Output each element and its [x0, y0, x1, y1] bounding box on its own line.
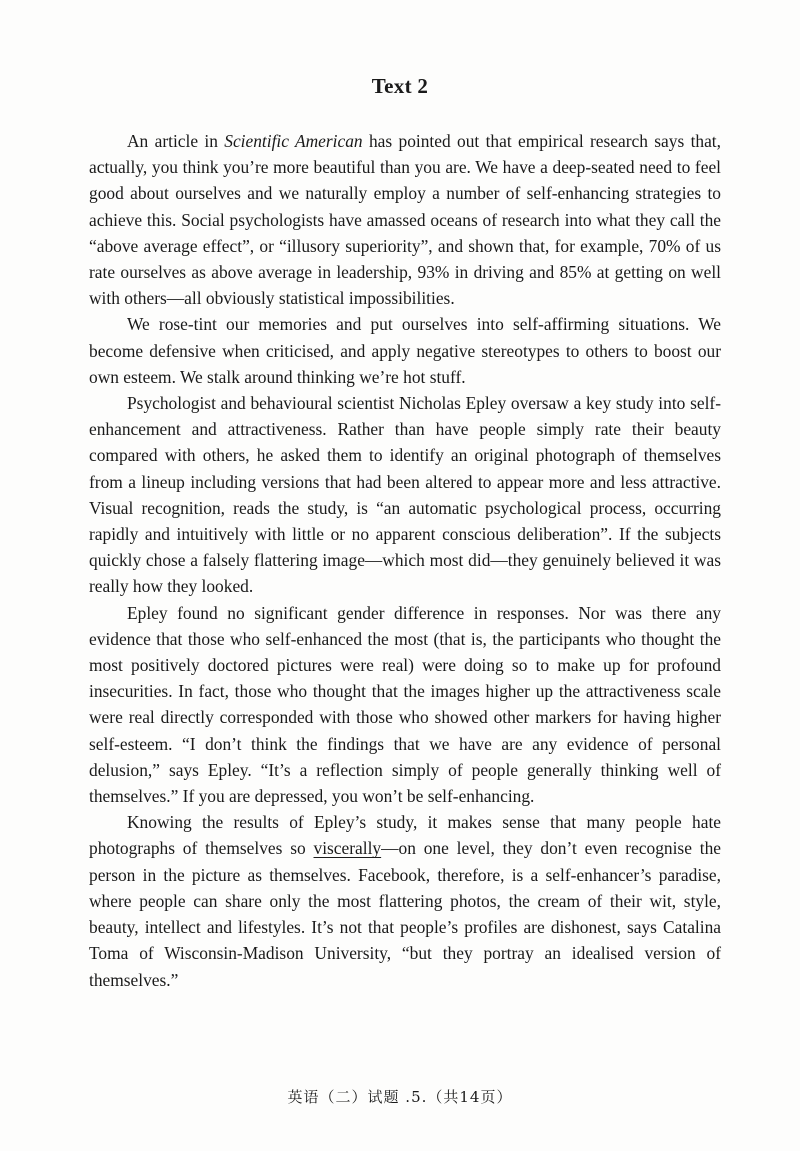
- paragraph-1-rest: has pointed out that empirical research says that, actually, you think you’re more beautiful than you are. We have a deep-seated need to feel good about ourselves and we naturally employ a number of self-enhancing strategies to achieve this. Social psychologists have amassed oceans of research into what they call the “above average effect”, or “illusory superiority”, and shown that, for example, 70% of us rate ourselves as above average in leadership, 93% in driving and 85% at getting on well with others—all obviously statistical impossibilities.: [89, 131, 721, 309]
- paragraph-1: [89, 128, 721, 311]
- magazine-title: Scientific American: [224, 131, 363, 151]
- paragraph-2: We rose-tint our memories and put ourselves into self-affirming situations. We become defensive when criticised, and apply negative stereotypes to others to boost our own esteem. We stalk around thinking we’re hot stuff.: [89, 314, 721, 387]
- paragraph-1-intro: An article in: [127, 131, 225, 151]
- page-footer: 英语（二）试题 .5.（共14页）: [287, 1088, 513, 1106]
- paragraph-5-intro: Knowing the results of Epley’s study, it makes sense that many people hate photographs of themselves so: [89, 812, 721, 859]
- paragraph-4: Epley found no significant gender difference in responses. Nor was there any evidence that those who self-enhanced the most (that is, the participants who thought the most positively doctored pictures were real) were doing so to make up for profound insecurities. In fact, those who thought that the images higher up the attractiveness scale were real directly corresponded with those who showed other markers for having higher self-esteem. “I don’t think the findings that we have are any evidence of personal delusion,” says Epley. “It’s a reflection simply of people generally thinking well of themselves.” If you are depressed, you won’t be self-enhancing.: [89, 602, 721, 807]
- paragraph-3: Psychologist and behavioural scientist Nicholas Epley oversaw a key study into self-enhancement and attractiveness. Rather than have people simply rate their beauty compared with others, he asked them to identify an original photograph of themselves from a lineup including versions that had been altered to appear more and less attractive. Visual recognition, reads the study, is “an automatic psychological process, occurring rapidly and intuitively with little or no apparent conscious deliberation”. If the subjects quickly chose a falsely flattering image—which most did—they genuinely believed it was really how they looked.: [89, 393, 721, 597]
- paragraph-5-rest: —on one level, they don’t even recognise the person in the picture as themselves. Facebook, therefore, is a self-enhancer’s paradise, where people can share only the most flattering photos, the cream of their wit, style, beauty, intellect and lifestyles. It’s not that people’s profiles are dishonest, says Catalina Toma of Wisconsin-Madison University, “but they portray an idealised version of themselves.”: [89, 838, 721, 990]
- section-title: Text 2: [371, 74, 429, 98]
- passage-body: [89, 128, 721, 993]
- underlined-word: viscerally: [313, 838, 382, 859]
- paragraph-5: [89, 809, 721, 992]
